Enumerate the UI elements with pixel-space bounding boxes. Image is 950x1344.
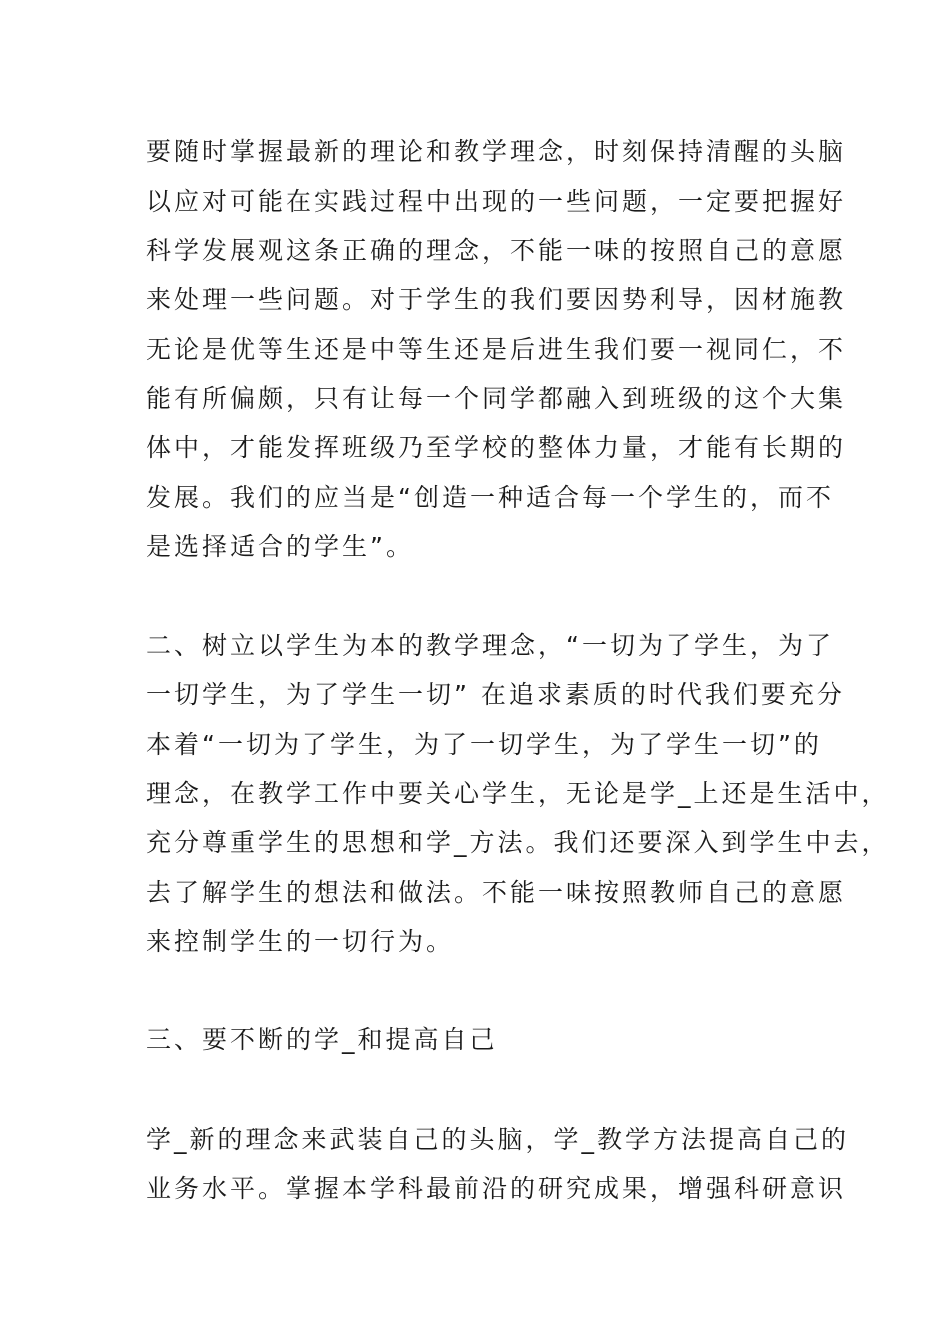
paragraph-1-line-7: 体中，才能发挥班级乃至学校的整体力量，才能有长期的	[146, 433, 847, 462]
section-heading-3: 三、要不断的学_和提高自己	[146, 1025, 498, 1054]
paragraph-2-line-6: 去了解学生的想法和做法。不能一味按照教师自己的意愿	[146, 878, 847, 907]
paragraph-4-line-1: 学_新的理念来武装自己的头脑，学_教学方法提高自己的	[146, 1125, 850, 1154]
paragraph-2-line-2: 一切学生，为了学生一切” 在追求素质的时代我们要充分	[146, 680, 845, 709]
paragraph-2-line-3: 本着“一切为了学生，为了一切学生，为了学生一切”的	[146, 730, 822, 759]
paragraph-1-line-4: 来处理一些问题。对于学生的我们要因势利导，因材施教	[146, 285, 847, 314]
paragraph-2-line-7: 来控制学生的一切行为。	[146, 927, 455, 956]
paragraph-1-line-3: 科学发展观这条正确的理念，不能一味的按照自己的意愿	[146, 236, 847, 265]
paragraph-1-line-9: 是选择适合的学生”。	[146, 532, 414, 561]
paragraph-1-line-8: 发展。我们的应当是“创造一种适合每一个学生的，而不	[146, 483, 834, 512]
paragraph-2-line-5: 充分尊重学生的思想和学_方法。我们还要深入到学生中去，	[146, 828, 890, 857]
paragraph-1-line-6: 能有所偏颇，只有让每一个同学都融入到班级的这个大集	[146, 384, 847, 413]
paragraph-1-line-5: 无论是优等生还是中等生还是后进生我们要一视同仁，不	[146, 335, 847, 364]
paragraph-2-line-1: 二、树立以学生为本的教学理念，“一切为了学生，为了	[146, 631, 834, 660]
paragraph-1-line-2: 以应对可能在实践过程中出现的一些问题，一定要把握好	[146, 187, 847, 216]
paragraph-2-line-4: 理念，在教学工作中要关心学生，无论是学_上还是生活中，	[146, 779, 890, 808]
paragraph-4-line-2: 业务水平。掌握本学科最前沿的研究成果，增强科研意识	[146, 1174, 847, 1203]
paragraph-1-line-1: 要随时掌握最新的理论和教学理念，时刻保持清醒的头脑	[146, 137, 847, 166]
